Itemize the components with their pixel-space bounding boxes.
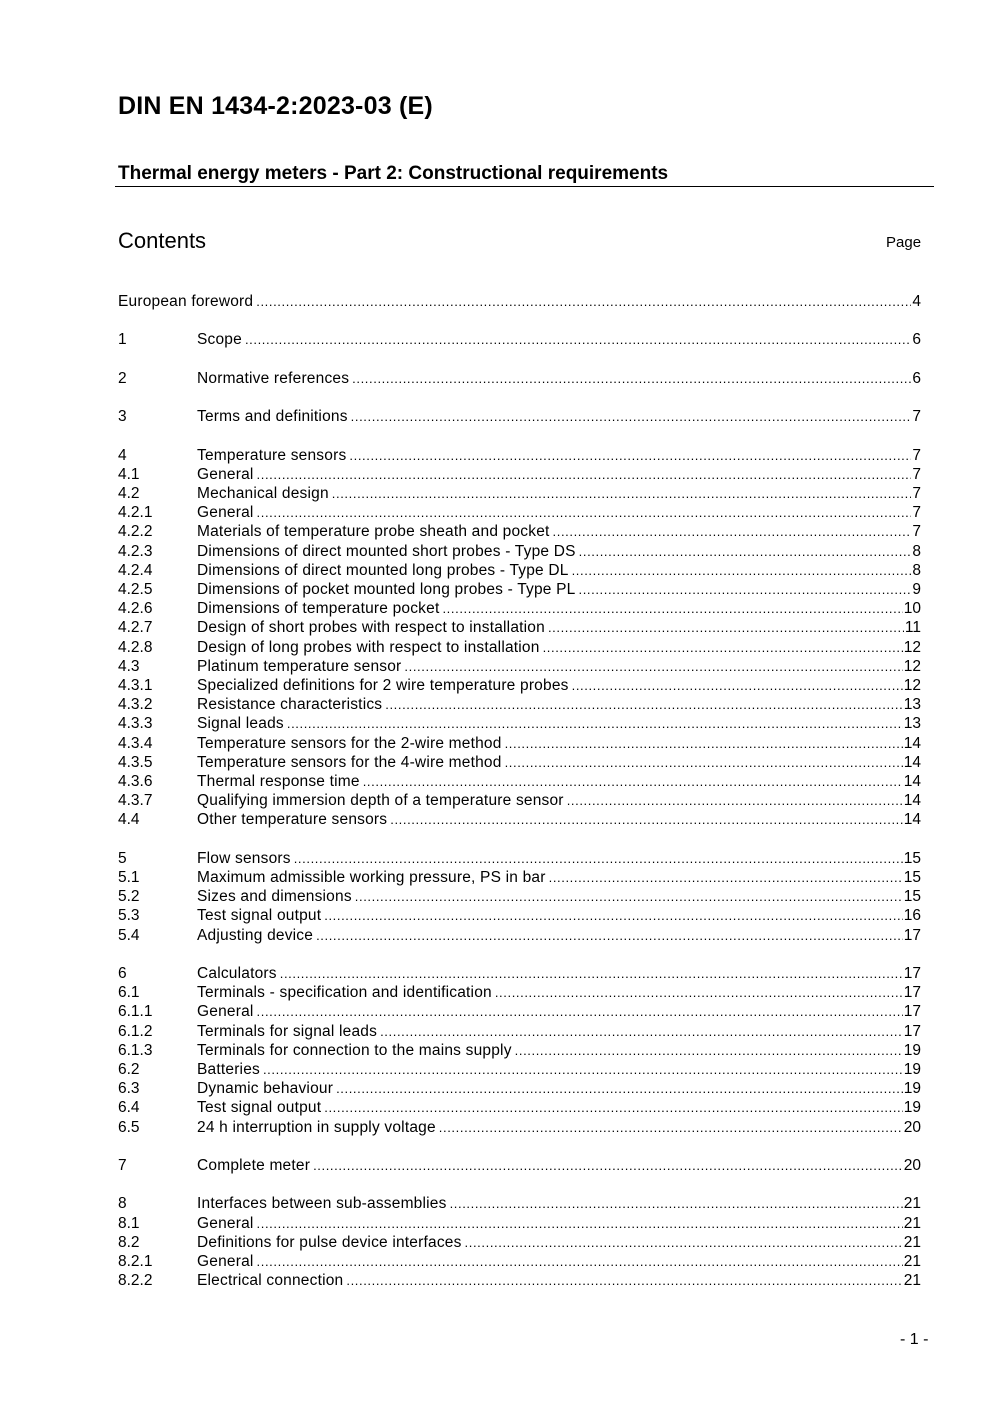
- toc-entry-number: 4.3.6: [118, 773, 153, 790]
- toc-entry-page: 14: [903, 792, 921, 810]
- toc-entry-page: 17: [903, 965, 921, 982]
- toc-entry-title: General: [197, 1253, 254, 1270]
- toc-entry[interactable]: [118, 734, 921, 753]
- toc-entry[interactable]: [118, 542, 921, 561]
- toc-entry-number: 4.2.4: [118, 561, 153, 579]
- toc-entry-page: 6: [912, 369, 921, 387]
- toc-entry[interactable]: [118, 1214, 921, 1233]
- toc-entry[interactable]: [118, 292, 921, 311]
- toc-entry-title: Temperature sensors for the 4-wire method: [197, 753, 502, 771]
- toc-entry-page: 15: [903, 888, 921, 906]
- toc-entry[interactable]: [118, 887, 921, 906]
- toc-entry[interactable]: [118, 1079, 921, 1098]
- toc-entry-number: 5: [118, 849, 127, 867]
- document-id: DIN EN 1434-2:2023-03 (E): [118, 92, 433, 120]
- toc-entry-page: 13: [903, 696, 921, 714]
- toc-dot-leader: [257, 1002, 903, 1021]
- toc-entry-title: Terminals for signal leads: [197, 1022, 378, 1040]
- toc-dot-leader: [450, 1194, 903, 1213]
- toc-entry[interactable]: [118, 446, 921, 465]
- toc-dot-leader: [495, 983, 903, 1002]
- toc-dot-leader: [280, 964, 903, 983]
- toc-entry-number: 8: [118, 1195, 127, 1213]
- toc-entry[interactable]: [118, 1022, 921, 1041]
- toc-entry-page: 17: [903, 984, 921, 1002]
- toc-entry-title: Maximum admissible working pressure, PS in bar: [197, 869, 546, 886]
- toc-entry-page: 7: [912, 446, 921, 464]
- toc-entry-number: 4.2.6: [118, 600, 153, 618]
- title-divider: [115, 186, 934, 187]
- toc-dot-leader: [390, 810, 903, 829]
- toc-entry-number: 4.3.3: [118, 715, 153, 733]
- toc-dot-leader: [336, 1079, 903, 1098]
- toc-entry-number: 8.2: [118, 1233, 140, 1251]
- toc-entry-number: 4.2.5: [118, 581, 153, 598]
- toc-entry-page: 7: [912, 485, 921, 502]
- toc-dot-leader: [515, 1041, 903, 1060]
- toc-entry[interactable]: [118, 983, 921, 1002]
- toc-dot-leader: [543, 638, 903, 657]
- toc-entry-page: 9: [912, 581, 921, 598]
- toc-entry-page: 7: [912, 465, 921, 483]
- toc-entry-page: 20: [903, 1118, 921, 1136]
- toc-entry-page: 21: [903, 1233, 921, 1251]
- toc-dot-leader: [578, 580, 911, 599]
- toc-entry-title: General: [197, 1003, 254, 1021]
- toc-entry[interactable]: [118, 1098, 921, 1117]
- toc-entry-number: 4.1: [118, 465, 140, 483]
- toc-entry-title: Scope: [197, 331, 242, 349]
- toc-entry-title: General: [197, 1214, 254, 1232]
- toc-entry-title: Adjusting device: [197, 926, 314, 944]
- toc-entry-page: 21: [903, 1272, 921, 1290]
- toc-entry-page: 7: [912, 408, 921, 426]
- toc-entry-page: 12: [903, 657, 921, 675]
- toc-entry-title: 24 h interruption in supply voltage: [197, 1118, 436, 1136]
- toc-entry-number: 6.3: [118, 1080, 140, 1098]
- toc-entry[interactable]: [118, 1118, 921, 1137]
- toc-entry[interactable]: [118, 599, 921, 618]
- toc-entry-page: 19: [903, 1041, 921, 1059]
- toc-entry[interactable]: [118, 926, 921, 945]
- toc-entry-page: 16: [903, 907, 921, 925]
- toc-dot-leader: [548, 618, 904, 637]
- toc-entry-title: Dimensions of temperature pocket: [197, 600, 440, 618]
- toc-entry-number: 6.1.1: [118, 1003, 153, 1021]
- toc-entry-number: 6.4: [118, 1099, 140, 1117]
- toc-dot-leader: [263, 1060, 903, 1079]
- toc-entry[interactable]: [118, 1233, 921, 1252]
- toc-entry-number: 4.3.5: [118, 753, 153, 771]
- toc-entry-title: Resistance characteristics: [197, 696, 383, 714]
- toc-entry[interactable]: [118, 407, 921, 426]
- toc-entry[interactable]: [118, 484, 921, 503]
- toc-dot-leader: [346, 1271, 902, 1290]
- toc-entry-title: Interfaces between sub-assemblies: [197, 1195, 447, 1213]
- toc-entry-page: 15: [903, 869, 921, 886]
- toc-entry[interactable]: [118, 676, 921, 695]
- toc-entry-title: Dynamic behaviour: [197, 1080, 334, 1098]
- toc-dot-leader: [579, 542, 912, 561]
- toc-entry[interactable]: [118, 1041, 921, 1060]
- toc-entry-title: Specialized definitions for 2 wire temperature probes: [197, 677, 569, 694]
- toc-entry[interactable]: [118, 1060, 921, 1079]
- toc-entry-number: 4.4: [118, 811, 140, 829]
- toc-dot-leader: [294, 849, 903, 868]
- toc-entry-number: 6.1.2: [118, 1022, 153, 1040]
- toc-entry-page: 19: [903, 1061, 921, 1078]
- toc-dot-leader: [257, 1214, 903, 1233]
- toc-dot-leader: [324, 906, 903, 925]
- toc-entry[interactable]: [118, 580, 921, 599]
- toc-entry-number: 7: [118, 1157, 127, 1174]
- toc-dot-leader: [316, 926, 903, 945]
- toc-entry-title: Mechanical design: [197, 485, 329, 502]
- toc-dot-leader: [385, 695, 903, 714]
- toc-dot-leader: [313, 1156, 903, 1175]
- toc-dot-leader: [349, 446, 911, 465]
- toc-dot-leader: [257, 465, 912, 484]
- toc-entry-title: Dimensions of direct mounted short probes - Type DS: [197, 542, 576, 560]
- toc-entry[interactable]: [118, 810, 921, 829]
- toc-entry-number: 4.2.2: [118, 523, 153, 541]
- toc-entry-title: Design of long probes with respect to installation: [197, 638, 540, 656]
- toc-entry-title: European foreword: [118, 293, 254, 310]
- toc-entry-page: 12: [903, 638, 921, 656]
- toc-entry-title: Terminals for connection to the mains supply: [197, 1041, 512, 1059]
- toc-entry-title: Temperature sensors: [197, 446, 347, 464]
- toc-entry-number: 6.2: [118, 1061, 140, 1078]
- toc-entry-title: Sizes and dimensions: [197, 888, 352, 906]
- toc-dot-leader: [505, 753, 903, 772]
- toc-entry-number: 4.2.7: [118, 619, 153, 637]
- toc-entry-page: 6: [912, 331, 921, 349]
- toc-entry[interactable]: [118, 791, 921, 810]
- toc-dot-leader: [572, 561, 912, 580]
- toc-dot-leader: [332, 484, 912, 503]
- toc-entry-title: Electrical connection: [197, 1272, 344, 1290]
- toc-dot-leader: [363, 772, 903, 791]
- toc-entry-title: Flow sensors: [197, 849, 291, 867]
- toc-entry[interactable]: [118, 1194, 921, 1213]
- toc-entry-number: 8.2.1: [118, 1253, 153, 1270]
- toc-dot-leader: [442, 599, 902, 618]
- toc-entry[interactable]: [118, 657, 921, 676]
- toc-entry-title: Thermal response time: [197, 773, 360, 790]
- toc-dot-leader: [380, 1022, 903, 1041]
- toc-entry-page: 10: [903, 600, 921, 618]
- toc-entry-title: Terms and definitions: [197, 408, 348, 426]
- toc-entry-page: 14: [903, 753, 921, 771]
- toc-entry-title: Qualifying immersion depth of a temperature sensor: [197, 792, 564, 810]
- toc-dot-leader: [553, 522, 912, 541]
- toc-entry-number: 3: [118, 408, 127, 426]
- toc-entry[interactable]: [118, 849, 921, 868]
- toc-entry-number: 6.1.3: [118, 1041, 153, 1059]
- toc-entry-number: 5.3: [118, 907, 140, 925]
- toc-dot-leader: [465, 1233, 903, 1252]
- toc-entry-title: General: [197, 465, 254, 483]
- toc-entry[interactable]: [118, 1271, 921, 1290]
- toc-entry-title: Calculators: [197, 965, 277, 982]
- toc-entry-page: 20: [903, 1157, 921, 1174]
- toc-entry-page: 21: [903, 1214, 921, 1232]
- toc-entry-page: 4: [912, 293, 921, 310]
- toc-dot-leader: [256, 292, 911, 311]
- toc-dot-leader: [351, 407, 912, 426]
- toc-entry-number: 8.2.2: [118, 1272, 153, 1290]
- toc-entry[interactable]: [118, 906, 921, 925]
- toc-entry-number: 4.3.4: [118, 734, 153, 752]
- toc-entry[interactable]: [118, 561, 921, 580]
- toc-dot-leader: [572, 676, 903, 695]
- toc-dot-leader: [324, 1098, 903, 1117]
- toc-entry-page: 19: [903, 1099, 921, 1117]
- toc-entry-number: 6: [118, 965, 127, 982]
- toc-entry[interactable]: [118, 369, 921, 388]
- toc-entry-title: Other temperature sensors: [197, 811, 388, 829]
- toc-entry[interactable]: [118, 964, 921, 983]
- toc-entry-number: 1: [118, 331, 127, 349]
- toc-entry-page: 15: [903, 849, 921, 867]
- toc-entry-page: 14: [903, 734, 921, 752]
- toc-entry[interactable]: [118, 772, 921, 791]
- toc-entry-number: 4.3.2: [118, 696, 153, 714]
- toc-entry-title: Design of short probes with respect to installation: [197, 619, 545, 637]
- toc-entry[interactable]: [118, 714, 921, 733]
- toc-entry-number: 5.1: [118, 869, 140, 886]
- toc-entry-number: 4.3.1: [118, 677, 153, 694]
- toc-dot-leader: [245, 330, 911, 349]
- page-column-heading: Page: [886, 234, 922, 251]
- toc-entry-number: 4.2.1: [118, 504, 153, 522]
- toc-entry-number: 6.5: [118, 1118, 140, 1136]
- toc-entry-title: Terminals - specification and identification: [197, 984, 492, 1002]
- toc-entry-title: Batteries: [197, 1061, 260, 1078]
- toc-entry-page: 8: [912, 561, 921, 579]
- toc-entry[interactable]: [118, 868, 921, 887]
- toc-entry-number: 4.2.8: [118, 638, 153, 656]
- toc-entry-title: Test signal output: [197, 907, 322, 925]
- toc-entry-page: 7: [912, 504, 921, 522]
- toc-entry-title: Definitions for pulse device interfaces: [197, 1233, 462, 1251]
- toc-entry-number: 2: [118, 369, 127, 387]
- toc-entry-page: 14: [903, 811, 921, 829]
- toc-entry-number: 4.3: [118, 657, 140, 675]
- page-number: - 1 -: [900, 1331, 929, 1348]
- toc-entry[interactable]: [118, 618, 921, 637]
- toc-entry-page: 11: [904, 619, 921, 637]
- toc-entry-number: 4.2.3: [118, 542, 153, 560]
- toc-entry[interactable]: [118, 465, 921, 484]
- toc-entry-page: 8: [912, 542, 921, 560]
- toc-dot-leader: [355, 887, 903, 906]
- toc-entry-number: 6.1: [118, 984, 140, 1002]
- toc-entry-title: Normative references: [197, 369, 350, 387]
- toc-entry[interactable]: [118, 1156, 921, 1175]
- toc-entry-title: Materials of temperature probe sheath and pocket: [197, 523, 550, 541]
- toc-entry-page: 14: [903, 773, 921, 790]
- toc-entry-title: Dimensions of pocket mounted long probes - Type PL: [197, 581, 576, 598]
- toc-dot-leader: [505, 734, 903, 753]
- toc-entry[interactable]: [118, 330, 921, 349]
- toc-entry[interactable]: [118, 522, 921, 541]
- toc-dot-leader: [549, 868, 903, 887]
- document-title: Thermal energy meters - Part 2: Constructional requirements: [118, 163, 669, 184]
- toc-entry[interactable]: [118, 1252, 921, 1271]
- toc-entry-number: 5.4: [118, 926, 140, 944]
- toc-entry-page: 21: [903, 1253, 921, 1270]
- toc-entry-page: 17: [903, 926, 921, 944]
- toc-entry-number: 4.3.7: [118, 792, 153, 810]
- toc-entry-number: 4: [118, 446, 127, 464]
- toc-entry-page: 12: [903, 677, 921, 694]
- toc-entry-title: Test signal output: [197, 1099, 322, 1117]
- toc-dot-leader: [257, 503, 912, 522]
- toc-entry-page: 7: [912, 523, 921, 541]
- toc-dot-leader: [352, 369, 911, 388]
- toc-entry-page: 17: [903, 1022, 921, 1040]
- toc-entry-title: Dimensions of direct mounted long probes - Type DL: [197, 561, 569, 579]
- toc-dot-leader: [287, 714, 903, 733]
- contents-heading: Contents: [118, 228, 207, 253]
- toc-entry-number: 5.2: [118, 888, 140, 906]
- toc-entry[interactable]: [118, 1002, 921, 1021]
- toc-entry-title: Temperature sensors for the 2-wire method: [197, 734, 502, 752]
- toc-entry[interactable]: [118, 503, 921, 522]
- toc-entry-page: 17: [903, 1003, 921, 1021]
- toc-entry-title: Signal leads: [197, 715, 284, 733]
- toc-entry-title: Complete meter: [197, 1157, 311, 1174]
- toc-dot-leader: [257, 1252, 903, 1271]
- toc-entry-title: General: [197, 504, 254, 522]
- toc-entry-title: Platinum temperature sensor: [197, 657, 402, 675]
- toc-dot-leader: [439, 1118, 903, 1137]
- toc-entry-page: 13: [903, 715, 921, 733]
- toc-entry[interactable]: [118, 695, 921, 714]
- toc-entry-page: 21: [903, 1195, 921, 1213]
- toc-dot-leader: [404, 657, 902, 676]
- toc-entry-number: 8.1: [118, 1214, 140, 1232]
- toc-entry[interactable]: [118, 638, 921, 657]
- toc-entry-page: 19: [903, 1080, 921, 1098]
- toc-dot-leader: [567, 791, 903, 810]
- toc-entry-number: 4.2: [118, 485, 140, 502]
- toc-entry[interactable]: [118, 753, 921, 772]
